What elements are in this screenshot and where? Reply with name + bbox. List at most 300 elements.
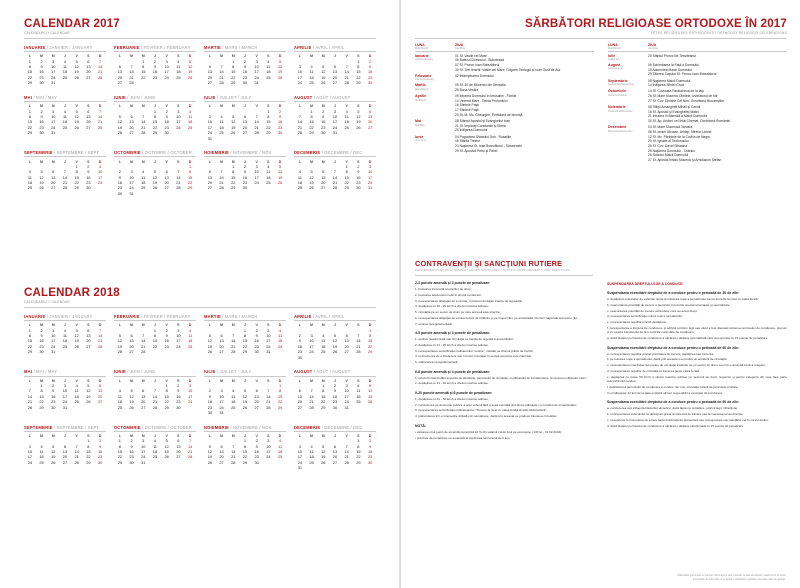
month-table — [204, 104, 286, 142]
day-cell: 7 — [142, 333, 145, 339]
feasts-col-month-header — [415, 43, 455, 50]
day-cell: 29 — [152, 130, 158, 136]
day-cell: 9 — [40, 64, 43, 70]
day-cell: 16 — [39, 338, 44, 344]
day-cell: 27 — [97, 399, 103, 405]
feasts-col-day-header — [455, 43, 465, 50]
day-cell: 25 — [219, 130, 224, 136]
weekday-header: J — [243, 378, 246, 383]
day-cell: 17 — [141, 449, 146, 455]
day-cell: 21 — [344, 454, 349, 460]
day-cell: 13 — [86, 333, 91, 339]
day-cell: 9 — [40, 113, 43, 119]
day-cell: 27 — [117, 80, 123, 86]
day-cell: 8 — [243, 443, 247, 449]
day-cell: 20 — [332, 454, 338, 460]
day-cell: 1 — [322, 382, 325, 388]
feast-day-item: 14 Sf. Cuvioasa Parascheva de la Iaşi — [648, 89, 704, 94]
weekday-header: M — [51, 378, 55, 383]
day-cell: 7 — [153, 388, 157, 394]
weekday-header: M — [141, 54, 145, 59]
day-cell: 17 — [129, 180, 134, 186]
day-cell: 1 — [165, 382, 168, 388]
feast-day-item: 26 Sf. Mare Mucenic Dimitrie, Izvorâtorul de Mir — [648, 94, 718, 99]
day-cell: 4 — [322, 333, 325, 339]
day-cell: 11 — [188, 113, 193, 119]
day-cell: 24 — [27, 459, 33, 465]
weekday-header: V — [255, 323, 258, 328]
day-cell: 27 — [367, 124, 373, 130]
feast-month-row — [415, 119, 594, 133]
day-cell-empty — [263, 81, 275, 86]
day-cell: 25 — [277, 343, 283, 349]
day-cell: 15 — [141, 69, 146, 75]
weekday-header: M — [220, 378, 224, 383]
weekday-header: D — [368, 323, 372, 328]
month-table — [114, 323, 196, 355]
feast-month-name: Mai Mai/May — [415, 119, 425, 127]
day-cell: 27 — [51, 185, 56, 191]
day-cell: 23 — [254, 343, 259, 349]
weekday-header: J — [333, 323, 336, 328]
feasts-col-day-sublabel: Jour/Day — [455, 47, 466, 50]
day-cell: 14 — [254, 119, 259, 125]
weekday-header: D — [278, 104, 282, 109]
day-cell: 8 — [87, 443, 90, 449]
day-cell: 24 — [176, 343, 181, 349]
day-cell: 21 — [266, 399, 271, 405]
day-cell: 3 — [28, 443, 31, 449]
day-cell: 1 — [357, 438, 360, 444]
month-name: MARTIE / MARS / MARCH — [204, 45, 286, 52]
day-cell-empty — [71, 405, 83, 410]
section-item: 2. depăşirea cu 31 - 40 km/h a vitezei maxime admise. — [415, 381, 489, 386]
day-cell: 20 — [97, 393, 103, 399]
day-cell: 1 — [28, 108, 31, 114]
day-cell: 24 — [254, 180, 259, 186]
feast-day-item: 23 Sf. M. Mc. Gheorghe, Purtătorul de biruinţă — [455, 112, 523, 117]
day-cell: 21 — [62, 180, 68, 186]
weekday-header: M — [40, 378, 44, 383]
day-cell-empty — [59, 350, 71, 355]
day-cell: 25 — [27, 185, 33, 191]
day-cell-empty — [83, 130, 95, 135]
day-cell: 28 — [74, 459, 79, 465]
weekday-header: L — [28, 104, 31, 109]
day-cell: 10 — [266, 333, 271, 339]
weekday-header: S — [87, 378, 90, 383]
day-cell: 6 — [142, 388, 145, 394]
day-cell: 18 — [187, 338, 193, 344]
day-cell: 5 — [279, 58, 282, 64]
feast-month-row — [415, 74, 594, 82]
day-cell: 11 — [278, 333, 283, 339]
day-cell: 19 — [207, 454, 213, 460]
weekday-header: M — [220, 323, 224, 328]
weekday-header: D — [188, 104, 192, 109]
feast-day-list — [648, 89, 787, 103]
month-name: SEPTEMBRIE / SEPTEMBRE / SEPT. — [24, 150, 106, 157]
feasts-list-right — [608, 54, 787, 163]
day-cell: 12 — [74, 113, 79, 119]
day-cell: 19 — [129, 399, 134, 405]
day-cell: 1 — [267, 108, 270, 114]
weekday-header: D — [188, 433, 192, 438]
day-cell-empty — [239, 410, 251, 415]
day-cell: 27 — [254, 404, 259, 410]
day-cell: 17 — [297, 454, 303, 460]
day-cell-empty — [184, 405, 196, 410]
weekday-header: M — [51, 104, 55, 109]
day-cell: 11 — [141, 174, 146, 180]
day-cell: 3 — [298, 64, 301, 70]
day-cell: 28 — [187, 454, 193, 460]
month-name: IULIE / JUILLET / JULY — [204, 95, 286, 102]
day-cell: 22 — [367, 343, 373, 349]
day-cell: 23 — [356, 180, 361, 186]
day-cell: 7 — [130, 64, 133, 70]
weekday-header: S — [357, 378, 360, 383]
day-cell: 25 — [266, 74, 271, 80]
day-cell: 4 — [189, 327, 192, 333]
section-item: 1. oprirea neautorizată sau circulaţia pe banda de urgenţă a autostrăzilor; — [415, 337, 514, 342]
day-cell: 10 — [219, 393, 224, 399]
day-cell: 13 — [219, 338, 224, 344]
day-cell: 2 — [99, 438, 102, 444]
day-cell: 15 — [344, 174, 349, 180]
month-table — [114, 378, 196, 410]
weekday-header: V — [75, 433, 78, 438]
day-cell: 6 — [63, 443, 67, 449]
day-cell: 18 — [321, 343, 326, 349]
day-cell: 24 — [141, 454, 146, 460]
weekday-header: M — [51, 323, 55, 328]
weekday-header: L — [118, 433, 121, 438]
day-cell: 8 — [232, 169, 235, 175]
feast-month-name: Octombrie Octobre/October — [608, 89, 628, 97]
day-cell: 6 — [345, 333, 348, 339]
day-cell: 8 — [189, 169, 192, 175]
day-cell: 16 — [321, 119, 326, 125]
weekday-header: S — [177, 159, 180, 164]
weekday-header: M — [141, 159, 145, 164]
day-cell: 19 — [332, 343, 338, 349]
day-cell: 9 — [333, 388, 337, 394]
month-table — [204, 54, 286, 86]
day-cell: 27 — [141, 404, 146, 410]
day-cell-empty — [94, 350, 106, 355]
section-item: • punctele de penalizare se anulează la împlinirea termenului de 6 luni. — [415, 435, 511, 440]
day-cell: 13 — [129, 119, 134, 125]
day-cell: 28 — [309, 404, 314, 410]
weekday-header: V — [345, 378, 348, 383]
weekday-header: M — [40, 433, 44, 438]
weekday-header: L — [298, 159, 301, 164]
feast-month-row — [415, 83, 594, 92]
month-name: DECEMBRIE / DÉCEMBRE / DEC. — [294, 150, 376, 157]
month-martie — [204, 314, 286, 360]
day-cell: 28 — [62, 185, 68, 191]
day-cell: 21 — [97, 338, 103, 344]
day-cell: 9 — [369, 443, 372, 449]
day-cell: 22 — [27, 124, 33, 130]
day-cell: 2 — [298, 333, 301, 339]
day-cell: 25 — [266, 180, 271, 186]
weekday-header: S — [87, 104, 90, 109]
day-cell: 9 — [40, 333, 43, 339]
day-cell: 29 — [367, 349, 373, 355]
day-cell: 17 — [51, 69, 56, 75]
day-cell: 11 — [39, 449, 44, 455]
day-cell: 9 — [87, 169, 90, 175]
feast-day-item: 12 Sf. Ific. Părintele de la Cuvios de Negru — [648, 134, 711, 139]
day-cell: 16 — [356, 174, 361, 180]
weekday-header: V — [345, 433, 348, 438]
day-cell: 16 — [97, 449, 103, 455]
day-cell: 19 — [277, 174, 283, 180]
month-name: DECEMBRIE / DÉCEMBRE / DEC. — [294, 425, 376, 432]
day-cell: 9 — [99, 443, 102, 449]
day-cell: 14 — [344, 69, 349, 75]
day-cell: 17 — [176, 338, 181, 344]
weekday-header: L — [208, 54, 211, 59]
day-cell: 30 — [356, 185, 361, 191]
day-cell: 23 — [39, 124, 44, 130]
section-item: 3. nerespectarea semnificaţiei indicatoarelor "Trecere la nivel cu calea ferată simplă, fără barieră"; — [415, 408, 547, 413]
day-cell: 29 — [164, 404, 169, 410]
day-cell: 21 — [344, 74, 349, 80]
section-item: f. nerespectarea a timpului de conducere şi odihnă conform legii sau când a fost dispusă reţinerea permisului de conducere, precum şi cu ocazia transferului de la o centrale controlate de conducere; — [607, 325, 787, 335]
day-cell: 11 — [356, 388, 361, 394]
day-cell-empty — [306, 466, 318, 471]
day-cell-empty — [184, 460, 196, 465]
section-item: 2. depăşirea cu 21 - 30 km/h a vitezei maxime admise; — [415, 342, 489, 347]
day-cell: 20 — [129, 124, 134, 130]
day-cell-empty — [83, 350, 95, 355]
month-aprilie — [294, 314, 376, 360]
day-cell: 26 — [231, 130, 236, 136]
month-table — [24, 54, 106, 86]
day-cell: 19 — [242, 399, 248, 405]
day-cell: 11 — [74, 388, 79, 394]
day-cell: 14 — [344, 449, 349, 455]
day-cell: 31 — [129, 190, 134, 196]
day-cell: 12 — [277, 64, 283, 70]
section-subheading: NOTĂ: — [415, 423, 427, 428]
day-cell: 7 — [232, 443, 235, 449]
feasts-rule — [415, 38, 787, 39]
day-cell: 25 — [152, 454, 158, 460]
weekday-header: S — [87, 54, 90, 59]
day-cell: 3 — [52, 327, 55, 333]
section-item: d. nerespectarea regulilor de circulaţie la trecerea peste calea ferată; — [607, 368, 700, 373]
day-cell: 8 — [243, 333, 247, 339]
day-cell: 11 — [278, 443, 283, 449]
day-cell: 20 — [297, 399, 303, 405]
day-cell: 1 — [189, 163, 192, 169]
day-cell: 23 — [176, 399, 181, 405]
day-cell: 20 — [86, 119, 91, 125]
day-cell-empty — [227, 136, 239, 141]
weekday-header: L — [298, 54, 301, 59]
month-name: MAI / MAI / MAY — [24, 369, 106, 376]
day-cell: 18 — [309, 454, 314, 460]
month-octombrie — [114, 425, 196, 471]
day-cell-empty — [184, 81, 196, 86]
day-cell: 4 — [279, 438, 282, 444]
day-cell: 6 — [298, 388, 301, 394]
right-column — [400, 0, 800, 588]
section-item: 7. oprirea neregulamentară. — [415, 321, 453, 326]
day-cell: 16 — [176, 393, 181, 399]
month-table — [114, 104, 196, 136]
day-cell: 3 — [255, 58, 258, 64]
day-cell: 17 — [51, 338, 56, 344]
day-cell: 19 — [367, 393, 373, 399]
section-subheading: Suspendarea exercitării dreptului de a conduce pentru o perioadă de 90 de zile: — [607, 400, 740, 405]
day-cell: 30 — [97, 459, 103, 465]
day-cell: 26 — [39, 185, 44, 191]
day-cell-empty — [364, 466, 376, 471]
day-cell: 12 — [86, 388, 91, 394]
month-name: FEBRUARIE / FÉVRIER / FEBRUARY — [114, 314, 196, 321]
feasts-col-month-header-2 — [608, 43, 648, 50]
day-cell: 1 — [243, 438, 247, 444]
day-cell: 6 — [87, 58, 90, 64]
section-item: 2. conducerea pe drumurile publice a unui vehicul fără a avea montată una dintre plăcuţele cu numărul de înmatriculare; — [415, 402, 577, 407]
day-cell: 22 — [27, 74, 33, 80]
day-cell: 6 — [52, 169, 55, 175]
day-cell: 29 — [309, 130, 314, 136]
feast-day-item: 24 Naşterea Sf. Ioan Botezătorul - Sânzienele — [455, 144, 523, 149]
month-table — [294, 433, 376, 471]
day-cell: 7 — [357, 333, 360, 339]
month-table — [294, 159, 376, 191]
day-cell: 6 — [165, 169, 168, 175]
day-cell: 28 — [97, 74, 103, 80]
weekday-header: J — [243, 104, 246, 109]
day-cell: 28 — [97, 343, 103, 349]
calendar-row — [24, 45, 376, 86]
day-cell: 21 — [309, 399, 314, 405]
weekday-header: D — [98, 378, 102, 383]
calendar-2017-subtitle: CALENDARIU / CALENDAR — [24, 31, 70, 35]
day-cell: 23 — [297, 349, 303, 355]
day-cell: 26 — [332, 349, 338, 355]
day-cell: 31 — [266, 349, 271, 355]
day-cell: 29 — [356, 80, 361, 86]
day-cell: 16 — [164, 119, 169, 125]
feast-day-list — [455, 83, 594, 92]
day-cell: 1 — [142, 58, 145, 64]
weekday-header: J — [153, 433, 156, 438]
day-cell: 16 — [242, 69, 248, 75]
weekday-header: M — [220, 54, 224, 59]
day-cell: 15 — [86, 449, 91, 455]
weekday-header: M — [51, 54, 55, 59]
day-cell: 13 — [242, 119, 248, 125]
day-cell: 23 — [207, 404, 213, 410]
month-table — [294, 54, 376, 86]
day-cell: 15 — [356, 449, 361, 455]
day-cell: 9 — [130, 443, 133, 449]
day-cell: 24 — [297, 459, 303, 465]
day-cell: 12 — [74, 64, 79, 70]
day-cell: 21 — [356, 343, 361, 349]
day-cell: 27 — [219, 349, 224, 355]
month-mai — [24, 95, 106, 141]
day-cell: 10 — [254, 169, 259, 175]
day-cell: 16 — [254, 449, 259, 455]
contraventions-subtitle: CONTRAVENTIONS ROUTIÈRES ET LEURS SANCTIONS / TRAFFIC INFRINGEMENTS AND SANCTIONS — [415, 269, 571, 272]
day-cell: 15 — [309, 119, 314, 125]
day-cell: 9 — [208, 393, 211, 399]
month-table — [204, 378, 286, 416]
day-cell: 23 — [164, 124, 169, 130]
day-cell: 30 — [129, 459, 134, 465]
day-cell-empty — [94, 186, 106, 191]
day-cell: 29 — [187, 185, 193, 191]
day-cell: 18 — [62, 338, 68, 344]
feast-month-name: Iunie Juin/June — [415, 134, 427, 143]
calendar-2018-block — [24, 287, 376, 480]
day-cell: 27 — [86, 124, 91, 130]
weekday-header: S — [357, 433, 360, 438]
day-cell: 6 — [243, 113, 247, 119]
day-cell: 1 — [345, 163, 348, 169]
day-cell: 10 — [297, 449, 303, 455]
weekday-header: S — [177, 378, 180, 383]
day-cell: 10 — [164, 64, 169, 70]
day-cell: 16 — [277, 119, 283, 125]
month-table — [114, 159, 196, 197]
feast-month-name: Septembrie Septembre/September — [608, 78, 635, 86]
section-subheading: 4-5 puncte amendă şi 3 puncte de penalizare: — [415, 331, 491, 336]
day-cell: 13 — [117, 69, 123, 75]
section-item: 5. staţionarea neregulamentară. — [415, 360, 459, 365]
day-cell: 22 — [141, 74, 146, 80]
day-cell-empty — [263, 410, 275, 415]
day-cell: 2 — [243, 163, 247, 169]
weekday-header: S — [87, 433, 90, 438]
day-cell: 26 — [117, 130, 123, 136]
day-cell: 18 — [356, 393, 361, 399]
day-cell-empty — [137, 81, 149, 86]
day-cell: 29 — [231, 185, 236, 191]
day-cell: 20 — [242, 124, 248, 130]
day-cell-empty — [274, 460, 286, 465]
feast-day-item: 30 Sf. Ap. Andrei, cel Întâi Chemat, Ocrotitorul României — [648, 119, 731, 124]
day-cell: 16 — [332, 393, 338, 399]
day-cell: 21 — [297, 124, 303, 130]
day-cell: 14 — [141, 119, 146, 125]
weekday-header: M — [310, 433, 314, 438]
month-name: MAI / MAI / MAY — [24, 95, 106, 102]
day-cell: 14 — [97, 113, 103, 119]
day-cell: 21 — [176, 180, 181, 186]
day-cell: 28 — [27, 404, 33, 410]
day-cell: 26 — [356, 124, 361, 130]
calendar-2017-block — [24, 18, 376, 206]
day-cell: 7 — [298, 113, 301, 119]
feasts-col-day-label-2: ZIUA — [648, 43, 657, 47]
day-cell: 21 — [97, 69, 103, 75]
day-cell: 16 — [86, 174, 91, 180]
day-cell: 31 — [207, 135, 213, 141]
day-cell: 21 — [219, 180, 224, 186]
day-cell: 28 — [344, 459, 349, 465]
day-cell: 11 — [321, 338, 326, 344]
